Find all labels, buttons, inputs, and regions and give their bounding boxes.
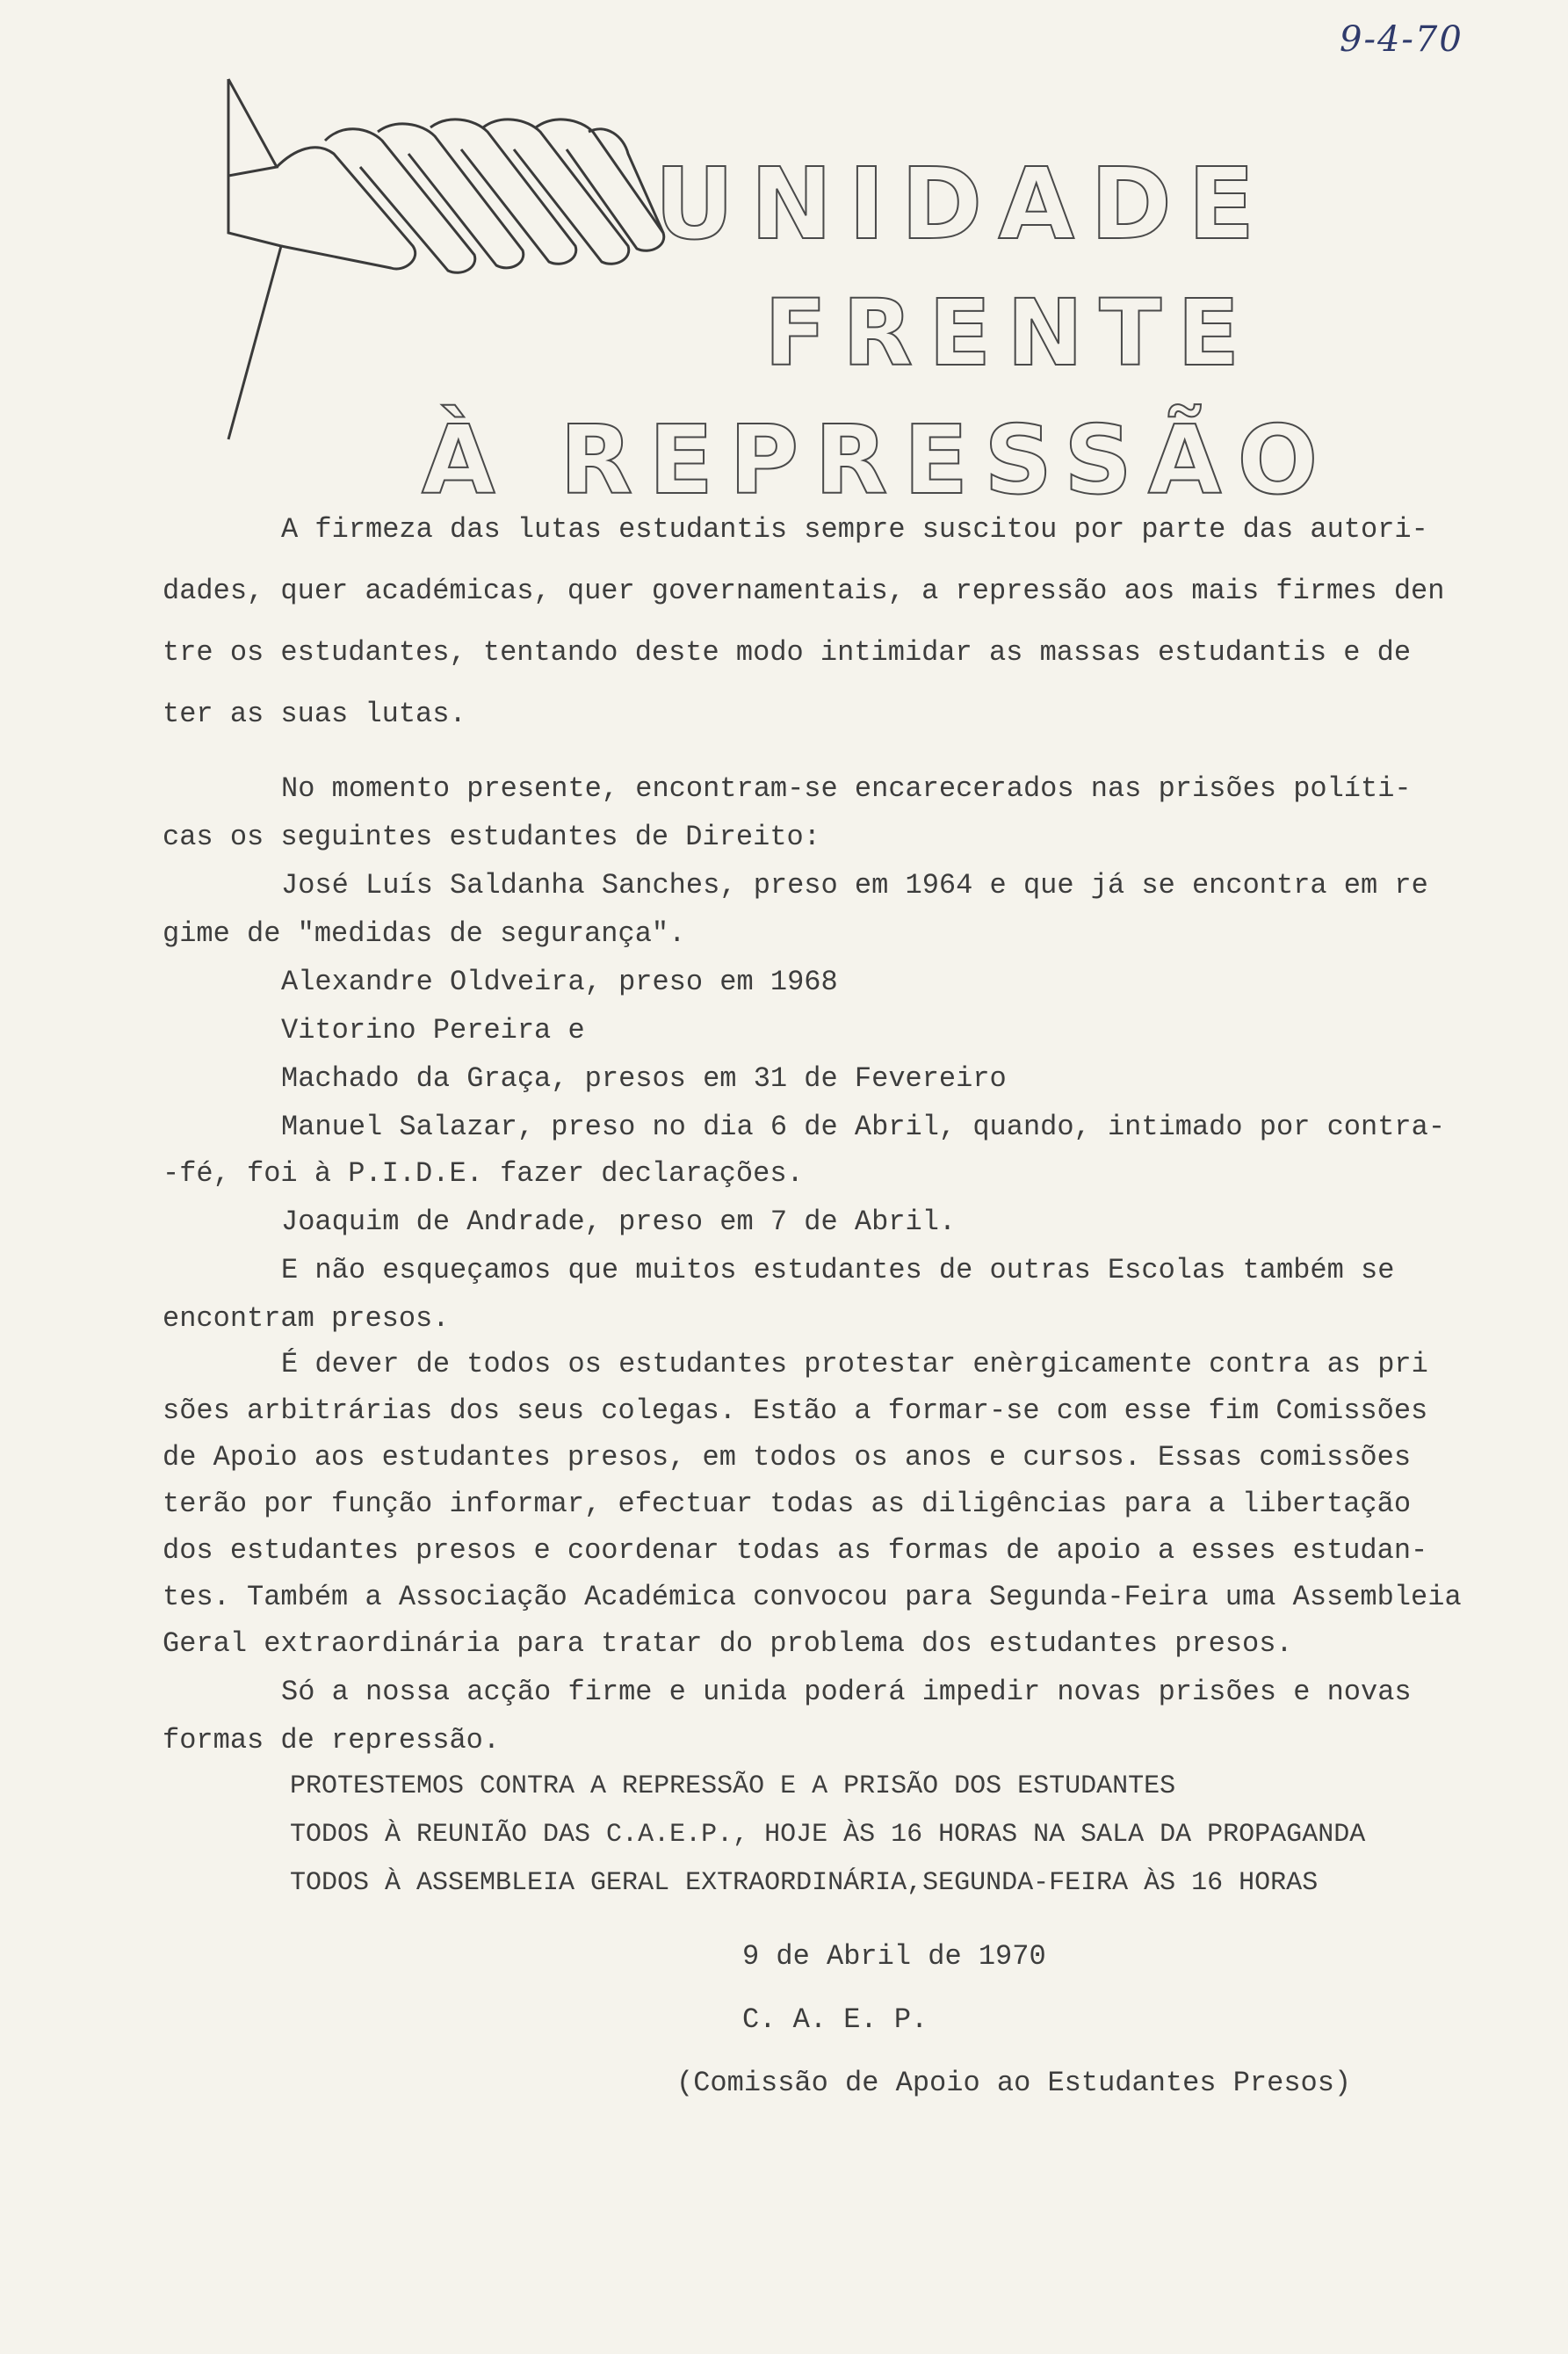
- text-line: É dever de todos os estudantes protestar enèrgicamente contra as pri: [281, 1348, 1428, 1380]
- signature-org: C. A. E. P.: [742, 2003, 929, 2036]
- text-line: tre os estudantes, tentando deste modo intimidar as massas estudantis e de: [163, 636, 1412, 669]
- text-line: A firmeza das lutas estudantis sempre suscitou por parte das autori-: [281, 513, 1428, 546]
- text-line: formas de repressão.: [163, 1724, 501, 1756]
- text-line: sões arbitrárias dos seus colegas. Estão a formar-se com esse fim Comissões: [163, 1394, 1428, 1427]
- text-line: E não esqueçamos que muitos estudantes de outras Escolas também se: [281, 1254, 1395, 1286]
- text-line: -fé, foi à P.I.D.E. fazer declarações.: [163, 1157, 804, 1190]
- text-line: tes. Também a Associação Académica convocou para Segunda-Feira uma Assembleia: [163, 1581, 1462, 1613]
- text-line: José Luís Saldanha Sanches, preso em 1964 e que já se encontra em re: [281, 869, 1428, 902]
- handwritten-date: 9-4-70: [1340, 19, 1463, 60]
- text-line: dades, quer académicas, quer governamentais, a repressão aos mais firmes den: [163, 575, 1445, 607]
- text-line: de Apoio aos estudantes presos, em todos os anos e cursos. Essas comissões: [163, 1441, 1412, 1474]
- banner-title-line1: UNIDADE: [654, 148, 1271, 262]
- text-line: dos estudantes presos e coordenar todas as formas de apoio a esses estudan-: [163, 1534, 1428, 1567]
- text-line: Joaquim de Andrade, preso em 7 de Abril.: [281, 1206, 957, 1238]
- text-line: gime de "medidas de segurança".: [163, 917, 686, 950]
- text-line: encontram presos.: [163, 1302, 450, 1335]
- signature-org-full: (Comissão de Apoio ao Estudantes Presos): [676, 2067, 1352, 2099]
- text-line: Alexandre Oldveira, preso em 1968: [281, 966, 838, 998]
- slogan-line: TODOS À ASSEMBLEIA GERAL EXTRAORDINÁRIA,SEGUNDA-FEIRA ÀS 16 HORAS: [290, 1868, 1319, 1898]
- slogan-line: PROTESTEMOS CONTRA A REPRESSÃO E A PRISÃO DOS ESTUDANTES: [290, 1771, 1176, 1801]
- text-line: ter as suas lutas.: [163, 698, 466, 730]
- banner-title-line2: FRENTE: [764, 279, 1256, 387]
- text-line: Só a nossa acção firme e unida poderá impedir novas prisões e novas: [281, 1676, 1412, 1708]
- banner-title-line3: À REPRESSÃO: [422, 406, 1334, 516]
- text-line: Geral extraordinária para tratar do problema dos estudantes presos.: [163, 1627, 1293, 1660]
- text-line: Vitorino Pereira e: [281, 1014, 585, 1047]
- text-line: Machado da Graça, presos em 31 de Fevereiro: [281, 1062, 1007, 1095]
- signature-date: 9 de Abril de 1970: [742, 1940, 1046, 1973]
- slogan-line: TODOS À REUNIÃO DAS C.A.E.P., HOJE ÀS 16 HORAS NA SALA DA PROPAGANDA: [290, 1820, 1366, 1850]
- text-line: terão por função informar, efectuar todas as diligências para a libertação: [163, 1488, 1412, 1520]
- text-line: No momento presente, encontram-se encarecerados nas prisões políti-: [281, 772, 1412, 805]
- text-line: cas os seguintes estudantes de Direito:: [163, 821, 820, 853]
- text-line: Manuel Salazar, preso no dia 6 de Abril, quando, intimado por contra-: [281, 1111, 1446, 1143]
